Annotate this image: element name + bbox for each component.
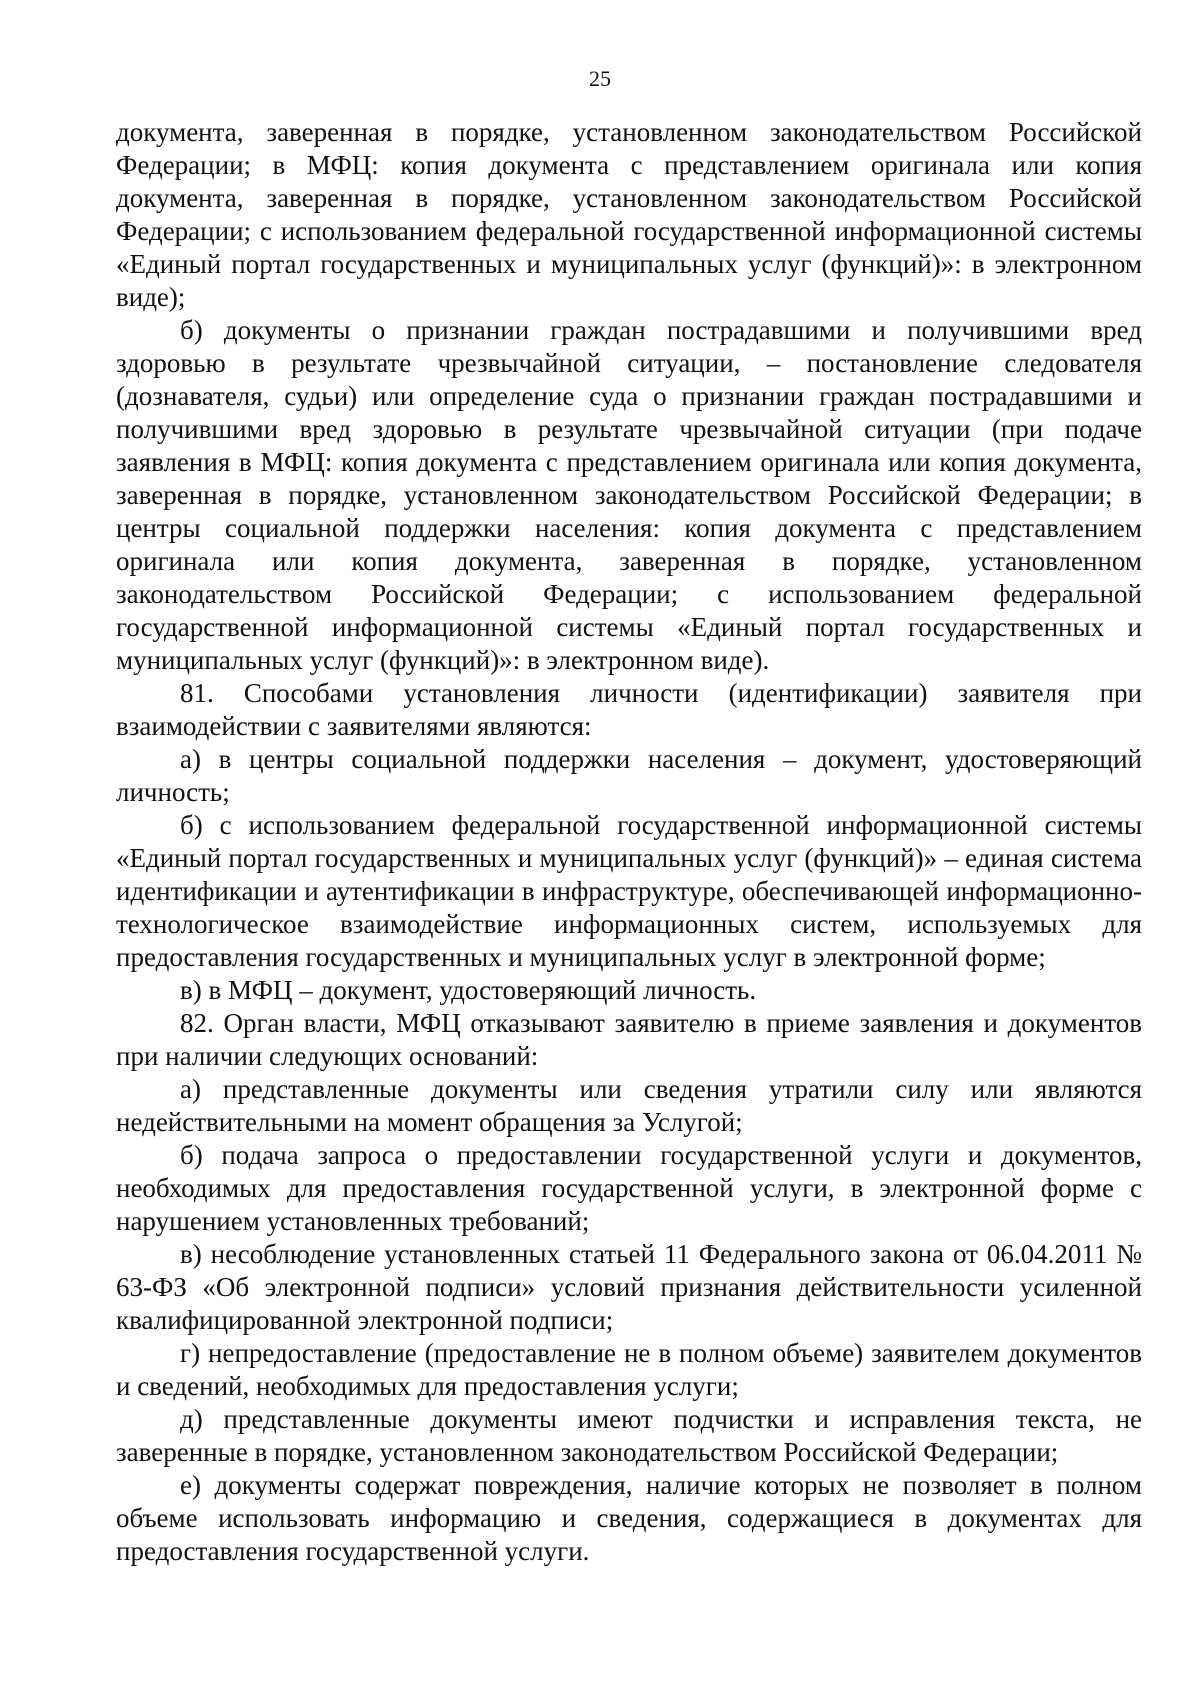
paragraph-82: 82. Орган власти, МФЦ отказывают заявителю в приеме заявления и документов при наличии следующих оснований: (116, 1008, 1142, 1071)
paragraph-82-v: в) несоблюдение установленных статьей 11 Федерального закона от 06.04.2011 № 63-ФЗ «Об электронной подписи» условий признания действительности усиленной квалифицированной электронной подписи; (116, 1239, 1142, 1335)
paragraph-82-b: б) подача запроса о предоставлении государственной услуги и документов, необходимых для предоставления государственной услуги, в электронной форме с нарушением установленных требований; (116, 1140, 1142, 1236)
paragraph-82-e: е) документы содержат повреждения, наличие которых не позволяет в полном объеме использовать информацию и сведения, содержащиеся в документах для предоставления государственной услуги. (116, 1470, 1142, 1566)
page-number: 25 (589, 66, 611, 91)
paragraph-b-victims-documents: б) документы о признании граждан пострадавшими и получившими вред здоровью в результате чрезвычайной ситуации, – постановление следователя (дознавателя, судьи) или определение суда о признании граждан пострадавшими и получившими вред здоровью в результате чрезвычайной ситуации (при подаче заявления в МФЦ: копия документа с представлением оригинала или копия документа, заверенная в порядке, установленном законодательством Российской Федерации; в центры социальной поддержки населения: копия документа с представлением оригинала или копия документа, заверенная в порядке, установленном законодательством Российской Федерации; с использованием федеральной государственной информационной системы «Единый портал государственных и муниципальных услуг (функций)»: в электронном виде). (116, 315, 1142, 675)
paragraph-82-a: а) представленные документы или сведения утратили силу или являются недействительными на момент обращения за Услугой; (116, 1074, 1142, 1137)
paragraph-82-d: д) представленные документы имеют подчистки и исправления текста, не заверенные в порядке, установленном законодательством Российской Федерации; (116, 1404, 1142, 1467)
paragraph-continuation: документа, заверенная в порядке, установленном законодательством Российской Федерации; в МФЦ: копия документа с представлением оригинала или копия документа, заверенная в порядке, установленном законодательством Российской Федерации; с использованием федеральной государственной информационной системы «Единый портал государственных и муниципальных услуг (функций)»: в электронном виде); (116, 117, 1142, 312)
paragraph-81-b: б) с использованием федеральной государственной информационной системы «Единый портал государственных и муниципальных услуг (функций)» – единая система идентификации и аутентификации в инфраструктуре, обеспечивающей информационно-технологическое взаимодействие информационных систем, используемых для предоставления государственных и муниципальных услуг в электронной форме; (116, 810, 1142, 972)
paragraph-81: 81. Способами установления личности (идентификации) заявителя при взаимодействии с заявителями являются: (116, 678, 1142, 741)
paragraph-82-g: г) непредоставление (предоставление не в полном объеме) заявителем документов и сведений, необходимых для предоставления услуги; (116, 1338, 1142, 1401)
paragraph-81-v: в) в МФЦ – документ, удостоверяющий личность. (180, 975, 757, 1005)
document-body (116, 116, 1142, 1568)
paragraph-81-a: а) в центры социальной поддержки населения – документ, удостоверяющий личность; (116, 744, 1142, 807)
